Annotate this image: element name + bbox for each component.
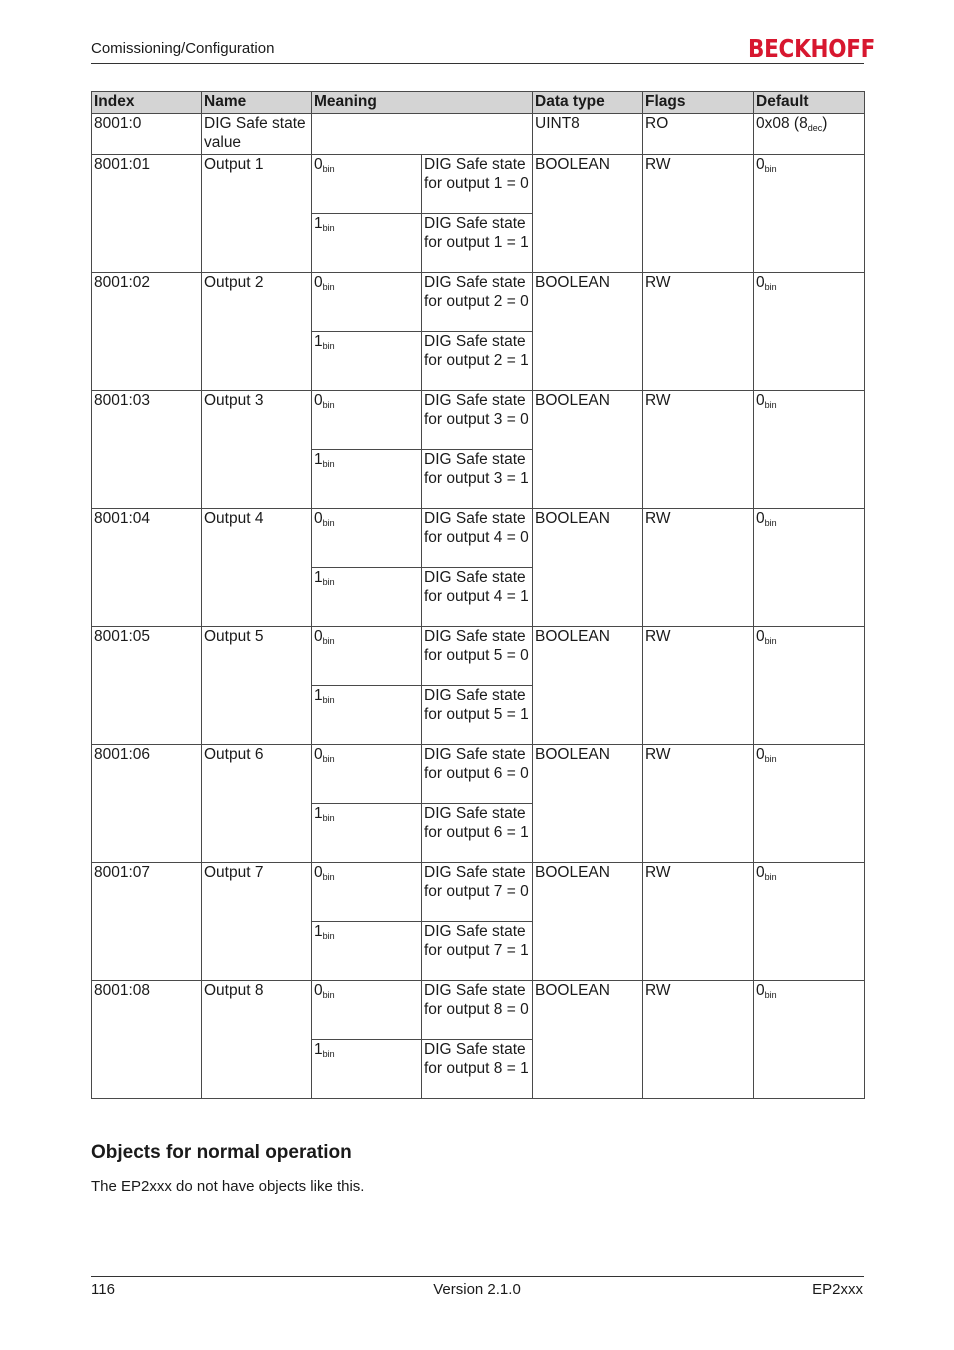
table-row [92,114,865,155]
cell-meaning-description: DIG Safe state for output 1 = 1 [422,214,533,273]
cell-default: $0_{bin}$ [754,627,865,745]
cell-default: $0_{bin}$ [754,155,865,273]
cell-flags: RW [643,745,754,863]
cell-default: $0_{bin}$ [754,273,865,391]
cell-meaning-value: $1_{bin}$ [312,1040,422,1099]
cell-meaning-value: $0_{bin}$ [312,863,422,922]
header-title: Comissioning/Configuration [91,40,275,57]
cell-data-type: BOOLEAN [533,391,643,509]
cell-meaning-value: $1_{bin}$ [312,214,422,273]
cell-meaning-value: $0_{bin}$ [312,155,422,214]
section-text: The EP2xxx do not have objects like this. [91,1178,365,1195]
cell-name: Output 3 [202,391,312,509]
footer-divider [91,1276,864,1277]
cell-flags: RW [643,863,754,981]
beckhoff-logo: BECKHOFF [748,34,876,63]
cell-index: 8001:03 [92,391,202,509]
column-header-name: Name [202,92,312,114]
cell-name: Output 6 [202,745,312,863]
cell-meaning-value: $1_{bin}$ [312,332,422,391]
header-divider [91,63,864,64]
cell-default: 0x08 $(8_{dec})$ [754,114,865,155]
cell-meaning-value: $0_{bin}$ [312,981,422,1040]
cell-meaning-value: $0_{bin}$ [312,273,422,332]
footer-page-number: 116 [91,1281,115,1298]
cell-flags: RW [643,981,754,1099]
cell-index: 8001:07 [92,863,202,981]
section-heading: Objects for normal operation [91,1142,352,1163]
cell-data-type: BOOLEAN [533,627,643,745]
cell-data-type: BOOLEAN [533,509,643,627]
cell-data-type: BOOLEAN [533,155,643,273]
footer-product: EP2xxx [812,1281,863,1298]
table-row [92,863,865,922]
cell-index: 8001:02 [92,273,202,391]
cell-data-type: UINT8 [533,114,643,155]
cell-meaning-value: $1_{bin}$ [312,450,422,509]
cell-flags: RW [643,391,754,509]
cell-flags: RW [643,509,754,627]
cell-meaning-description: DIG Safe state for output 2 = 0 [422,273,533,332]
cell-meaning-description: DIG Safe state for output 5 = 1 [422,686,533,745]
table-row [92,627,865,686]
cell-meaning-description: DIG Safe state for output 3 = 0 [422,391,533,450]
cell-flags: RW [643,627,754,745]
table-row [92,155,865,214]
cell-name: Output 1 [202,155,312,273]
cell-meaning-description: DIG Safe state for output 1 = 0 [422,155,533,214]
table-row [92,391,865,450]
cell-meaning-description: DIG Safe state for output 7 = 1 [422,922,533,981]
cell-meaning-description: DIG Safe state for output 3 = 1 [422,450,533,509]
cell-index: 8001:0 [92,114,202,155]
cell-meaning-description: DIG Safe state for output 6 = 1 [422,804,533,863]
table-row [92,273,865,332]
column-header-index: Index [92,92,202,114]
column-header-default: Default [754,92,865,114]
cell-index: 8001:06 [92,745,202,863]
cell-meaning-description: DIG Safe state for output 8 = 1 [422,1040,533,1099]
cell-meaning-value: $0_{bin}$ [312,391,422,450]
cell-default: $0_{bin}$ [754,981,865,1099]
cell-meaning-description: DIG Safe state for output 8 = 0 [422,981,533,1040]
column-header-data-type: Data type [533,92,643,114]
cell-index: 8001:08 [92,981,202,1099]
cell-meaning-value: $1_{bin}$ [312,922,422,981]
cell-name: Output 5 [202,627,312,745]
cell-data-type: BOOLEAN [533,863,643,981]
cell-name: Output 4 [202,509,312,627]
cell-meaning-value: $1_{bin}$ [312,686,422,745]
cell-flags: RW [643,155,754,273]
cell-name: DIG Safe state value [202,114,312,155]
cell-flags: RO [643,114,754,155]
cell-data-type: BOOLEAN [533,981,643,1099]
cell-meaning [312,114,533,155]
table-header-row [92,92,865,114]
table-row [92,509,865,568]
cell-default: $0_{bin}$ [754,745,865,863]
cell-data-type: BOOLEAN [533,745,643,863]
table-row [92,745,865,804]
cell-default: $0_{bin}$ [754,391,865,509]
cell-meaning-description: DIG Safe state for output 4 = 1 [422,568,533,627]
column-header-flags: Flags [643,92,754,114]
cell-meaning-description: DIG Safe state for output 2 = 1 [422,332,533,391]
cell-meaning-value: $1_{bin}$ [312,568,422,627]
column-header-meaning: Meaning [312,92,533,114]
cell-index: 8001:01 [92,155,202,273]
cell-index: 8001:04 [92,509,202,627]
cell-meaning-description: DIG Safe state for output 6 = 0 [422,745,533,804]
cell-meaning-value: $1_{bin}$ [312,804,422,863]
cell-data-type: BOOLEAN [533,273,643,391]
cell-meaning-description: DIG Safe state for output 4 = 0 [422,509,533,568]
cell-flags: RW [643,273,754,391]
cell-index: 8001:05 [92,627,202,745]
cell-meaning-value: $0_{bin}$ [312,745,422,804]
cell-meaning-value: $0_{bin}$ [312,509,422,568]
cell-meaning-description: DIG Safe state for output 7 = 0 [422,863,533,922]
cell-name: Output 2 [202,273,312,391]
cell-name: Output 8 [202,981,312,1099]
object-table [91,91,865,1099]
table-row [92,981,865,1040]
cell-name: Output 7 [202,863,312,981]
footer-version: Version 2.1.0 [433,1281,521,1298]
cell-default: $0_{bin}$ [754,509,865,627]
cell-meaning-value: $0_{bin}$ [312,627,422,686]
cell-meaning-description: DIG Safe state for output 5 = 0 [422,627,533,686]
cell-default: $0_{bin}$ [754,863,865,981]
